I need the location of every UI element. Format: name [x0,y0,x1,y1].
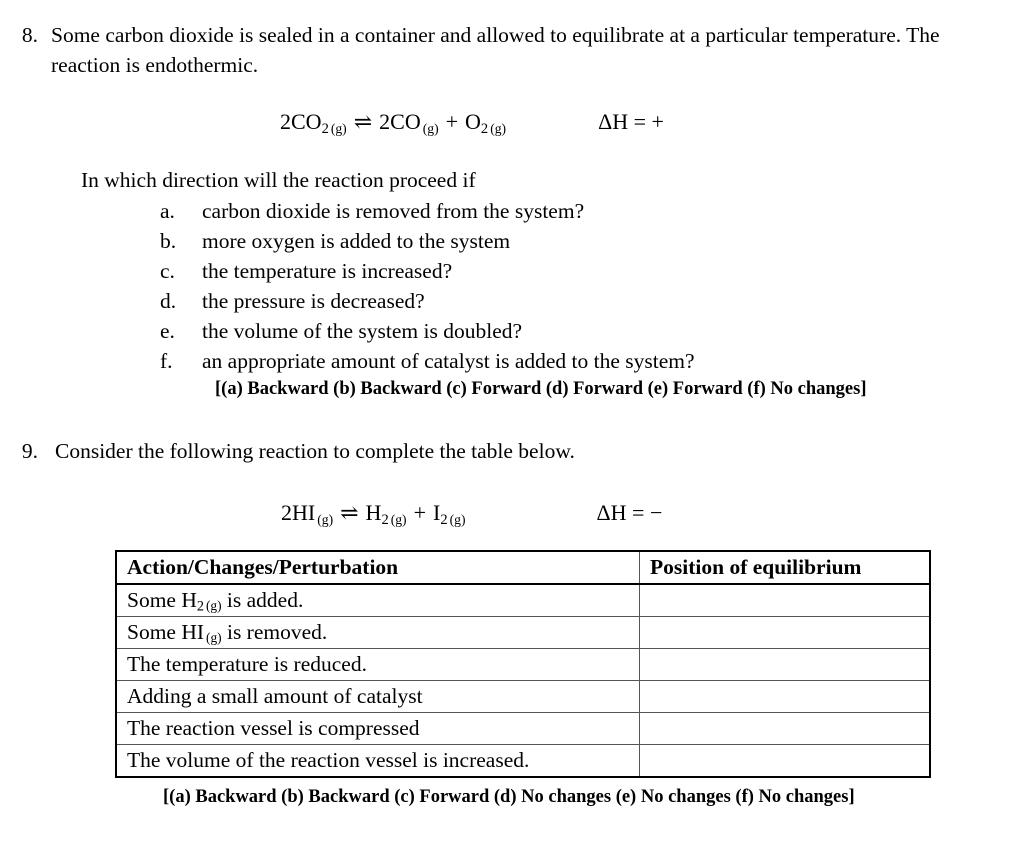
sub-item-letter: e. [160,319,175,343]
list-item [160,256,1013,286]
action-text-prefix: The reaction vessel is compressed [127,715,420,740]
equation-9-product2-state: (g) [449,511,466,527]
equation-8-product1-state: (g) [422,120,439,136]
action-text-prefix: Adding a small amount of catalyst [127,683,423,708]
table-cell-position[interactable] [640,649,931,681]
action-subscript: 2 [196,598,204,615]
equilibrium-table [115,550,931,778]
sub-item-text: the volume of the system is doubled? [202,319,523,343]
action-state: (g) [206,630,222,646]
sub-item-letter: c. [160,259,175,283]
question-8-answer-key: [(a) Backward (b) Backward (c) Forward (d) Forward (e) Forward (f) No changes] [215,379,867,399]
question-9-stem: Consider the following reaction to complete the table below. [55,439,575,463]
table-row [116,681,930,713]
table-row [116,584,930,617]
sub-item-text: the pressure is decreased? [202,289,425,313]
question-8-equation [0,107,1013,137]
sub-item-letter: d. [160,289,177,313]
table-row [116,649,930,681]
equation-9-reactant [281,498,333,528]
action-state [529,758,531,773]
action-text-prefix: Some HI [127,619,205,644]
question-9-block [0,436,1013,809]
question-9-equation [0,498,1013,528]
column-header-action: Action/Changes/Perturbation [116,551,640,584]
equation-9-reactant-formula: 2HI [281,500,316,525]
action-text-suffix: is added. [221,587,304,612]
equation-9-plus: + [413,500,427,525]
question-8-sub-list [0,196,1013,376]
table-cell-position[interactable] [640,745,931,778]
table-cell-action [116,745,640,778]
equation-9-product1-formula: H [365,500,382,525]
list-item [160,316,1013,346]
action-text-prefix: Some H [127,587,197,612]
equation-9-product2-subscript: 2 [440,511,448,528]
equation-8-reactant-state: (g) [330,120,347,136]
equation-9-product1-subscript: 2 [381,511,389,528]
sub-item-text: carbon dioxide is removed from the system? [202,199,585,223]
action-state [423,694,425,709]
list-item [160,196,1013,226]
action-text-prefix: The temperature is reduced. [127,651,367,676]
action-state [420,726,422,741]
equation-8-plus: + [445,109,459,134]
equation-8-product2-state: (g) [490,120,507,136]
question-8-number: 8. [21,23,38,47]
sub-item-letter: b. [160,229,177,253]
table-cell-position[interactable] [640,617,931,649]
action-text-suffix: is removed. [221,619,328,644]
action-state [367,662,369,677]
table-cell-position[interactable] [640,713,931,745]
table-cell-action [116,617,640,649]
list-item [160,286,1013,316]
sub-item-letter: f. [160,349,173,373]
equation-9-reactant-state: (g) [317,511,334,527]
question-8-stem-row [0,20,1013,80]
equation-9-product1 [365,500,407,528]
question-8-block [0,20,1013,401]
list-item [160,346,1013,376]
table-cell-position[interactable] [640,681,931,713]
equation-8-product1 [379,109,438,134]
list-item [160,226,1013,256]
table-row [116,713,930,745]
equation-8-enthalpy: ΔH = + [598,109,664,134]
table-row [116,617,930,649]
equation-8-product1-formula: 2CO [379,109,421,134]
table-cell-action [116,713,640,745]
table-cell-action [116,649,640,681]
equilibrium-table-head [116,551,930,584]
column-header-position: Position of equilibrium [640,551,931,584]
question-8-prompt: In which direction will the reaction proceed if [81,168,476,192]
equation-8-reactant-formula: 2CO [280,109,322,134]
table-cell-action [116,584,640,617]
question-9-number: 9. [21,439,38,463]
sub-item-text: more oxygen is added to the system [202,229,511,253]
equilibrium-table-body [116,584,930,777]
equation-8-product2 [465,109,507,137]
sub-item-text: the temperature is increased? [202,259,453,283]
equilibrium-arrow-icon: ⇌ [353,109,373,134]
action-state: (g) [205,598,222,614]
question-9-stem-row [0,436,1013,466]
action-text-prefix: The volume of the reaction vessel is increased. [127,747,530,772]
equation-8-product2-formula: O [465,109,481,134]
equilibrium-arrow-icon: ⇌ [340,500,359,525]
table-row [116,745,930,778]
equation-9-product2-formula: I [433,500,441,525]
table-cell-action [116,681,640,713]
equation-8-reactant-subscript: 2 [321,120,329,137]
equation-9-enthalpy: ΔH = − [596,500,663,525]
sub-item-letter: a. [160,199,175,223]
question-8-stem: Some carbon dioxide is sealed in a container and allowed to equilibrate at a particular temperature. The reaction is endothermic. [51,23,940,77]
table-header-row [116,551,930,584]
equation-9-product2 [433,500,466,528]
equation-9-product1-state: (g) [390,511,407,527]
equation-8-product2-subscript: 2 [480,120,489,137]
equation-8-reactant [280,107,347,137]
table-cell-position[interactable] [640,584,931,617]
question-9-answer-key: [(a) Backward (b) Backward (c) Forward (d) No changes (e) No changes (f) No changes] [163,787,855,807]
sub-item-text: an appropriate amount of catalyst is added to the system? [202,349,695,373]
